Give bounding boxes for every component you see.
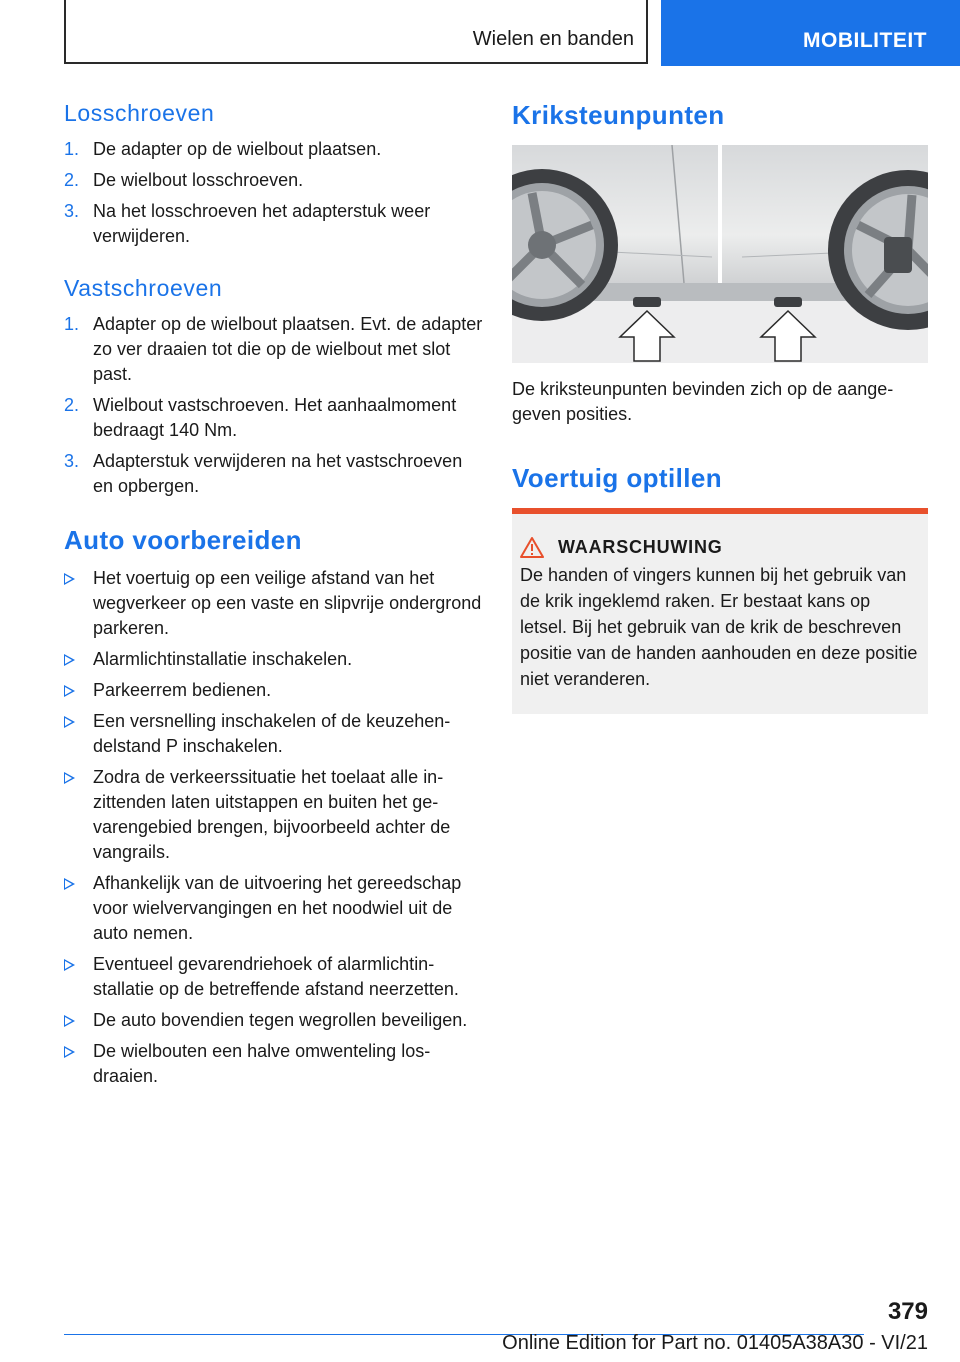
list-item [64,709,484,759]
jack-points-caption: De kriksteunpunten bevinden zich op de aangegeven posities. [512,379,894,424]
item-text: Alarmlichtinstallatie inschakelen. [93,649,353,669]
list-item [64,871,484,946]
jack-points-illustration [512,145,928,363]
warning-label: WAARSCHUWING [558,536,723,557]
item-text: Parkeerrem bedienen. [93,680,272,700]
section-tab [661,0,960,66]
warning-box [512,508,928,714]
list-item [64,137,484,162]
heading-vastschroeven: Vastschroeven [64,275,223,301]
bullet-triangle-icon [64,878,75,890]
step-number: 1. [64,139,80,159]
bullet-triangle-icon [64,959,75,971]
left-column [64,100,484,1095]
list-item [64,566,484,641]
chapter-title: Wielen en banden [472,28,634,50]
step-number: 2. [64,170,80,190]
item-text: Een versnelling inschakelen of de keuzehendelstand P inschakelen. [93,711,451,756]
bullet-triangle-icon [64,772,75,784]
auto-voorbereiden-list [64,566,484,1089]
right-column [512,100,928,714]
heading-losschroeven: Losschroeven [64,100,215,126]
chapter-tab [64,0,648,64]
bullet-triangle-icon [64,685,75,697]
warning-text: De handen of vingers kunnen bij het gebruik van de krik ingeklemd raken. Er bestaat kans op letsel. Bij het gebruik van de krik de beschreven positie van de handen aanhouden en deze positie niet veranderen. [520,565,918,689]
item-text: Het voertuig op een veilige afstand van het wegverkeer op een vaste en slipvrije ondergrond parkeren. [93,568,482,638]
list-item [64,647,484,672]
item-text: Zodra de verkeerssituatie het toelaat alle inzittenden laten uitstappen en buiten het gevarengebied brengen, bijvoorbeeld achter de vangrails. [93,767,451,862]
page-number: 379 [887,1298,928,1325]
list-item [64,199,484,249]
list-item [64,393,484,443]
bullet-triangle-icon [64,716,75,728]
item-text: De auto bovendien tegen wegrollen beveiligen. [93,1010,468,1030]
bullet-triangle-icon [64,573,75,585]
bullet-triangle-icon [64,1046,75,1058]
heading-auto-voorbereiden: Auto voorbereiden [64,525,302,555]
page-header [0,0,960,66]
step-text: De adapter op de wielbout plaatsen. [93,139,382,159]
vastschroeven-steps [64,312,484,499]
bullet-triangle-icon [64,1015,75,1027]
step-text: Na het losschroeven het adapterstuk weer verwijderen. [93,201,431,246]
warning-triangle-icon [520,536,544,558]
list-item [64,678,484,703]
car-jack-points-image [512,145,928,363]
item-text: Eventueel gevarendriehoek of alarmlichtinstallatie op de betreffende afstand neerzetten. [93,954,459,999]
step-number: 1. [64,314,80,334]
edition-text: Online Edition for Part no. 01405A38A30 - VI/21 [502,1332,928,1354]
section-title: MOBILITEIT [803,29,927,52]
step-number: 3. [64,451,80,471]
warning-header [512,514,928,558]
heading-kriksteunpunten: Kriksteunpunten [512,100,725,130]
step-number: 3. [64,201,80,221]
step-text: Adapterstuk verwijderen na het vastschroeven en opbergen. [93,451,463,496]
item-text: De wielbouten een halve omwenteling losdraaien. [93,1041,431,1086]
list-item [64,1039,484,1089]
list-item [64,952,484,1002]
step-text: Wielbout vastschroeven. Het aanhaalmoment bedraagt 140 Nm. [93,395,457,440]
step-text: Adapter op de wielbout plaatsen. Evt. de adapter zo ver draaien tot die op de wielbout met slot past. [93,314,483,384]
bullet-triangle-icon [64,654,75,666]
losschroeven-steps [64,137,484,249]
item-text: Afhankelijk van de uitvoering het gereedschap voor wielvervangingen en het noodwiel uit de auto nemen. [93,873,462,943]
step-text: De wielbout losschroeven. [93,170,304,190]
list-item [64,449,484,499]
list-item [64,1008,484,1033]
step-number: 2. [64,395,80,415]
list-item [64,765,484,865]
list-item [64,312,484,387]
heading-voertuig-optillen: Voertuig optillen [512,463,722,493]
list-item [64,168,484,193]
